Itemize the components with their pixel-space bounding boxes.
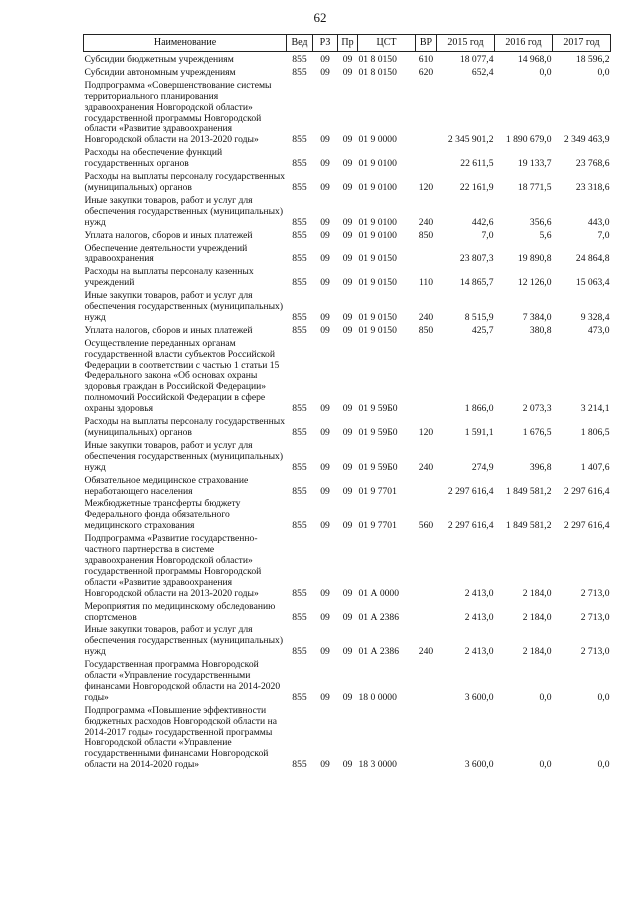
row-rz: 09 <box>320 229 330 241</box>
row-2016: 2 184,0 <box>522 611 552 623</box>
row-2017: 23 768,6 <box>575 158 610 170</box>
row-pr: 09 <box>342 216 353 228</box>
table-row <box>84 476 611 500</box>
row-cst: 01 А 2386 <box>358 646 400 658</box>
row-2015: 8 515,9 <box>464 311 494 323</box>
row-pr: 09 <box>342 587 353 599</box>
row-pr: 09 <box>342 691 353 703</box>
row-name: Расходы на выплаты персоналу государственных (муниципальных) органов <box>84 171 286 193</box>
row-2016: 380,8 <box>529 324 552 336</box>
row-2017: 1 806,5 <box>580 427 610 438</box>
row-cst: 01 9 0150 <box>358 311 397 323</box>
table-row <box>84 196 611 231</box>
row-ved: 855 <box>292 253 307 265</box>
row-2015: 1 591,1 <box>464 427 494 438</box>
row-2016: 12 126,0 <box>517 277 552 289</box>
table-row <box>84 52 611 68</box>
row-2017: 2 713,0 <box>580 646 610 658</box>
row-2016: 5,6 <box>539 229 552 241</box>
row-name: Иные закупки товаров, работ и услуг для обеспечения государственных (муниципальных) нужд <box>84 194 284 228</box>
row-2017: 18 596,2 <box>575 54 610 65</box>
row-2015: 2 413,0 <box>464 611 494 623</box>
row-rz: 09 <box>320 485 330 497</box>
row-cst: 01 9 59Б0 <box>358 427 398 438</box>
row-pr: 09 <box>342 403 353 415</box>
row-cst: 01 9 0000 <box>358 134 397 146</box>
row-2017: 15 063,4 <box>575 277 610 289</box>
table-row <box>84 326 611 339</box>
row-vr: 120 <box>418 427 434 438</box>
row-2016: 14 968,0 <box>517 54 552 65</box>
row-2015: 18 077,4 <box>459 54 494 65</box>
row-rz: 09 <box>320 277 330 289</box>
row-2015: 2 413,0 <box>464 587 494 599</box>
row-name: Уплата налогов, сборов и иных платежей <box>84 324 253 336</box>
row-2017: 2 713,0 <box>580 611 610 623</box>
row-cst: 18 3 0000 <box>358 759 397 771</box>
row-vr: 610 <box>418 54 434 65</box>
row-ved: 855 <box>292 181 307 193</box>
table-row <box>84 291 611 326</box>
row-pr: 09 <box>342 134 353 146</box>
row-vr: 240 <box>418 646 434 658</box>
row-rz: 09 <box>320 66 330 78</box>
row-cst: 01 9 0100 <box>358 229 397 241</box>
table-row <box>84 231 611 244</box>
row-vr: 620 <box>418 66 434 78</box>
row-cst: 01 9 7701 <box>358 485 397 497</box>
row-2017: 24 864,8 <box>575 253 610 265</box>
column-header: 2016 год <box>495 35 553 52</box>
row-pr: 09 <box>342 759 353 771</box>
row-ved: 855 <box>292 587 307 599</box>
row-2017: 7,0 <box>597 229 610 241</box>
row-rz: 09 <box>320 54 330 65</box>
row-cst: 01 9 59Б0 <box>358 461 398 473</box>
row-cst: 01 9 0150 <box>358 324 397 336</box>
table-row <box>84 534 611 601</box>
column-header: 2015 год <box>437 35 495 52</box>
row-2015: 2 297 616,4 <box>447 520 494 532</box>
table-row <box>84 172 611 196</box>
row-rz: 09 <box>320 158 330 170</box>
column-header: ВР <box>416 35 437 52</box>
row-2016: 1 849 581,2 <box>505 520 552 532</box>
row-pr: 09 <box>342 485 353 497</box>
row-name: Расходы на обеспечение функций государственных органов <box>84 147 223 170</box>
row-pr: 09 <box>342 311 353 323</box>
row-name: Подпрограмма «Развитие государственно-частного партнерства в системе здравоохранения Новгородской области» государственной программы Новгородской области «Развитие здравоохранения Новгородской области на 2013-2020 годы» <box>84 533 262 599</box>
row-rz: 09 <box>320 461 330 473</box>
table-row <box>84 267 611 291</box>
column-header: РЗ <box>313 35 338 52</box>
table-row <box>84 441 611 476</box>
row-name: Государственная программа Новгородской области «Управление государственными финансами Новгородской области на 2014-2020 годы» <box>84 659 281 703</box>
table-row <box>84 148 611 172</box>
row-2016: 0,0 <box>539 759 552 771</box>
row-2017: 443,0 <box>587 216 610 228</box>
row-2015: 274,9 <box>471 461 494 473</box>
row-2015: 7,0 <box>481 229 494 241</box>
row-2017: 2 349 463,9 <box>563 134 610 146</box>
row-ved: 855 <box>292 646 307 658</box>
row-name: Мероприятия по медицинскому обследованию спортсменов <box>84 600 276 623</box>
row-ved: 855 <box>292 311 307 323</box>
row-ved: 855 <box>292 66 307 78</box>
column-header: Вед <box>287 35 313 52</box>
row-ved: 855 <box>292 229 307 241</box>
row-rz: 09 <box>320 134 330 146</box>
row-rz: 09 <box>320 403 330 415</box>
row-2015: 2 297 616,4 <box>447 485 494 497</box>
row-vr: 850 <box>418 229 434 241</box>
row-ved: 855 <box>292 691 307 703</box>
row-2017: 1 407,6 <box>580 461 610 473</box>
row-ved: 855 <box>292 611 307 623</box>
column-header: Пр <box>338 35 358 52</box>
row-ved: 855 <box>292 427 307 438</box>
row-pr: 09 <box>342 158 353 170</box>
row-name: Иные закупки товаров, работ и услуг для обеспечения государственных (муниципальных) нужд <box>84 290 284 323</box>
row-cst: 01 А 2386 <box>358 611 400 623</box>
row-rz: 09 <box>320 427 330 438</box>
row-name: Обязательное медицинское страхование неработающего населения <box>84 474 249 497</box>
table-row <box>84 81 611 148</box>
row-rz: 09 <box>320 181 330 193</box>
row-pr: 09 <box>342 520 353 532</box>
row-2016: 2 184,0 <box>522 646 552 658</box>
column-header: ЦСТ <box>358 35 416 52</box>
row-2016: 18 771,5 <box>517 181 552 193</box>
row-cst: 01 9 0150 <box>358 277 397 289</box>
row-cst: 01 9 59Б0 <box>358 403 398 415</box>
row-cst: 18 0 0000 <box>358 691 397 703</box>
row-ved: 855 <box>292 158 307 170</box>
row-2015: 23 807,3 <box>459 253 494 265</box>
row-ved: 855 <box>292 461 307 473</box>
row-rz: 09 <box>320 759 330 771</box>
row-rz: 09 <box>320 646 330 658</box>
row-ved: 855 <box>292 403 307 415</box>
row-vr: 240 <box>418 311 434 323</box>
row-cst: 01 9 0100 <box>358 181 397 193</box>
row-vr <box>416 534 437 601</box>
row-name: Осуществление переданных органам государственной власти субъектов Российской Федерации в соответствии с частью 1 статьи 15 Федерального закона «Об основах охраны здоровья граждан в Российской Федерации» полномочий Российской Федерации в сфере охраны здоровья <box>84 337 280 415</box>
row-2017: 473,0 <box>587 324 610 336</box>
row-vr <box>416 244 437 268</box>
row-2016: 0,0 <box>539 66 552 78</box>
table-body <box>84 52 611 774</box>
row-name: Подпрограмма «Совершенствование системы территориального планирования здравоохранения Новгородской области» государственной программы Новгородской области «Развитие здравоохранения Новгородской области на 2013-2020 годы» <box>84 79 272 146</box>
row-2017: 23 318,6 <box>575 181 610 193</box>
row-2017: 2 713,0 <box>580 587 610 599</box>
row-pr: 09 <box>342 54 353 65</box>
row-name: Иные закупки товаров, работ и услуг для обеспечения государственных (муниципальных) нужд <box>84 624 284 658</box>
row-name: Субсидии автономным учреждениям <box>84 66 236 78</box>
row-2016: 356,6 <box>529 216 552 228</box>
row-2015: 22 611,5 <box>460 158 494 170</box>
table-row <box>84 417 611 441</box>
row-ved: 855 <box>292 277 307 289</box>
table-row <box>84 706 611 773</box>
row-2017: 9 328,4 <box>580 311 610 323</box>
row-2015: 652,4 <box>471 66 494 78</box>
row-vr <box>416 81 437 148</box>
row-rz: 09 <box>320 611 330 623</box>
row-2016: 19 133,7 <box>517 158 552 170</box>
row-vr <box>416 148 437 172</box>
row-name: Расходы на выплаты персоналу казенных учреждений <box>84 266 254 289</box>
row-cst: 01 9 0150 <box>358 253 397 265</box>
row-vr: 240 <box>418 461 434 473</box>
row-name: Обеспечение деятельности учреждений здравоохранения <box>84 242 248 265</box>
column-header: 2017 год <box>553 35 611 52</box>
row-rz: 09 <box>320 311 330 323</box>
row-cst: 01 9 0100 <box>358 216 397 228</box>
row-cst: 01 9 0100 <box>358 158 397 170</box>
row-2017: 0,0 <box>597 759 610 771</box>
row-ved: 855 <box>292 54 307 65</box>
row-2016: 7 384,0 <box>522 311 552 323</box>
row-2015: 2 345 901,2 <box>447 134 494 146</box>
row-2016: 19 890,8 <box>517 253 552 265</box>
row-rz: 09 <box>320 520 330 532</box>
row-2016: 2 184,0 <box>522 587 552 599</box>
row-vr <box>416 476 437 500</box>
table-header-row <box>84 35 611 52</box>
row-name: Межбюджетные трансферты бюджету Федерального фонда обязательного медицинского страхования <box>84 498 241 532</box>
row-ved: 855 <box>292 759 307 771</box>
row-2015: 22 161,9 <box>459 181 494 193</box>
row-name: Субсидии бюджетным учреждениям <box>84 54 234 65</box>
table-row <box>84 244 611 268</box>
row-pr: 09 <box>342 181 353 193</box>
row-cst: 01 8 0150 <box>358 66 397 78</box>
row-ved: 855 <box>292 485 307 497</box>
row-vr: 850 <box>418 324 434 336</box>
row-2015: 442,6 <box>471 216 494 228</box>
row-name: Подпрограмма «Повышение эффективности бюджетных расходов Новгородской области на 2014-2017 годы» государственной программы Новгородской области «Управление государственными финансами Новгородской области на 2014-2020 годы» <box>84 704 277 771</box>
row-vr <box>416 602 437 626</box>
row-2015: 3 600,0 <box>464 691 494 703</box>
row-ved: 855 <box>292 216 307 228</box>
row-pr: 09 <box>342 646 353 658</box>
row-ved: 855 <box>292 520 307 532</box>
row-vr: 560 <box>418 520 434 532</box>
row-rz: 09 <box>320 587 330 599</box>
table-row <box>84 68 611 81</box>
row-vr <box>416 339 437 417</box>
row-pr: 09 <box>342 461 353 473</box>
row-2017: 3 214,1 <box>580 403 610 415</box>
row-vr <box>416 660 437 706</box>
row-2015: 1 866,0 <box>464 403 494 415</box>
row-vr: 120 <box>418 181 434 193</box>
row-2016: 1 676,5 <box>522 427 552 438</box>
row-pr: 09 <box>342 66 353 78</box>
row-vr <box>416 706 437 773</box>
row-vr: 110 <box>418 277 434 289</box>
row-2015: 2 413,0 <box>464 646 494 658</box>
row-pr: 09 <box>342 277 353 289</box>
row-cst: 01 А 0000 <box>358 587 400 599</box>
row-rz: 09 <box>320 253 330 265</box>
row-pr: 09 <box>342 253 353 265</box>
row-2017: 0,0 <box>597 691 610 703</box>
row-pr: 09 <box>342 611 353 623</box>
row-2017: 0,0 <box>597 66 610 78</box>
table-row <box>84 660 611 706</box>
row-2016: 396,8 <box>529 461 552 473</box>
row-2015: 425,7 <box>471 324 494 336</box>
row-rz: 09 <box>320 324 330 336</box>
row-2017: 2 297 616,4 <box>563 520 610 532</box>
row-name: Уплата налогов, сборов и иных платежей <box>84 229 253 241</box>
budget-table <box>83 34 611 773</box>
row-2016: 0,0 <box>539 691 552 703</box>
row-rz: 09 <box>320 216 330 228</box>
row-ved: 855 <box>292 134 307 146</box>
row-cst: 01 8 0150 <box>358 54 397 65</box>
row-cst: 01 9 7701 <box>358 520 397 532</box>
row-pr: 09 <box>342 427 353 438</box>
row-2016: 1 890 679,0 <box>505 134 552 146</box>
row-pr: 09 <box>342 229 353 241</box>
row-2015: 14 865,7 <box>459 277 494 289</box>
row-pr: 09 <box>342 324 353 336</box>
table-row <box>84 499 611 534</box>
row-2017: 2 297 616,4 <box>563 485 610 497</box>
row-name: Иные закупки товаров, работ и услуг для обеспечения государственных (муниципальных) нужд <box>84 439 284 473</box>
page-number: 62 <box>313 10 327 25</box>
table-row <box>84 602 611 626</box>
table-row <box>84 339 611 417</box>
column-header: Наименование <box>84 35 287 52</box>
row-rz: 09 <box>320 691 330 703</box>
row-vr: 240 <box>418 216 434 228</box>
row-2016: 1 849 581,2 <box>505 485 552 497</box>
row-name: Расходы на выплаты персоналу государственных (муниципальных) органов <box>84 416 286 438</box>
row-2015: 3 600,0 <box>464 759 494 771</box>
row-ved: 855 <box>292 324 307 336</box>
table-row <box>84 625 611 660</box>
row-2016: 2 073,3 <box>522 403 552 415</box>
